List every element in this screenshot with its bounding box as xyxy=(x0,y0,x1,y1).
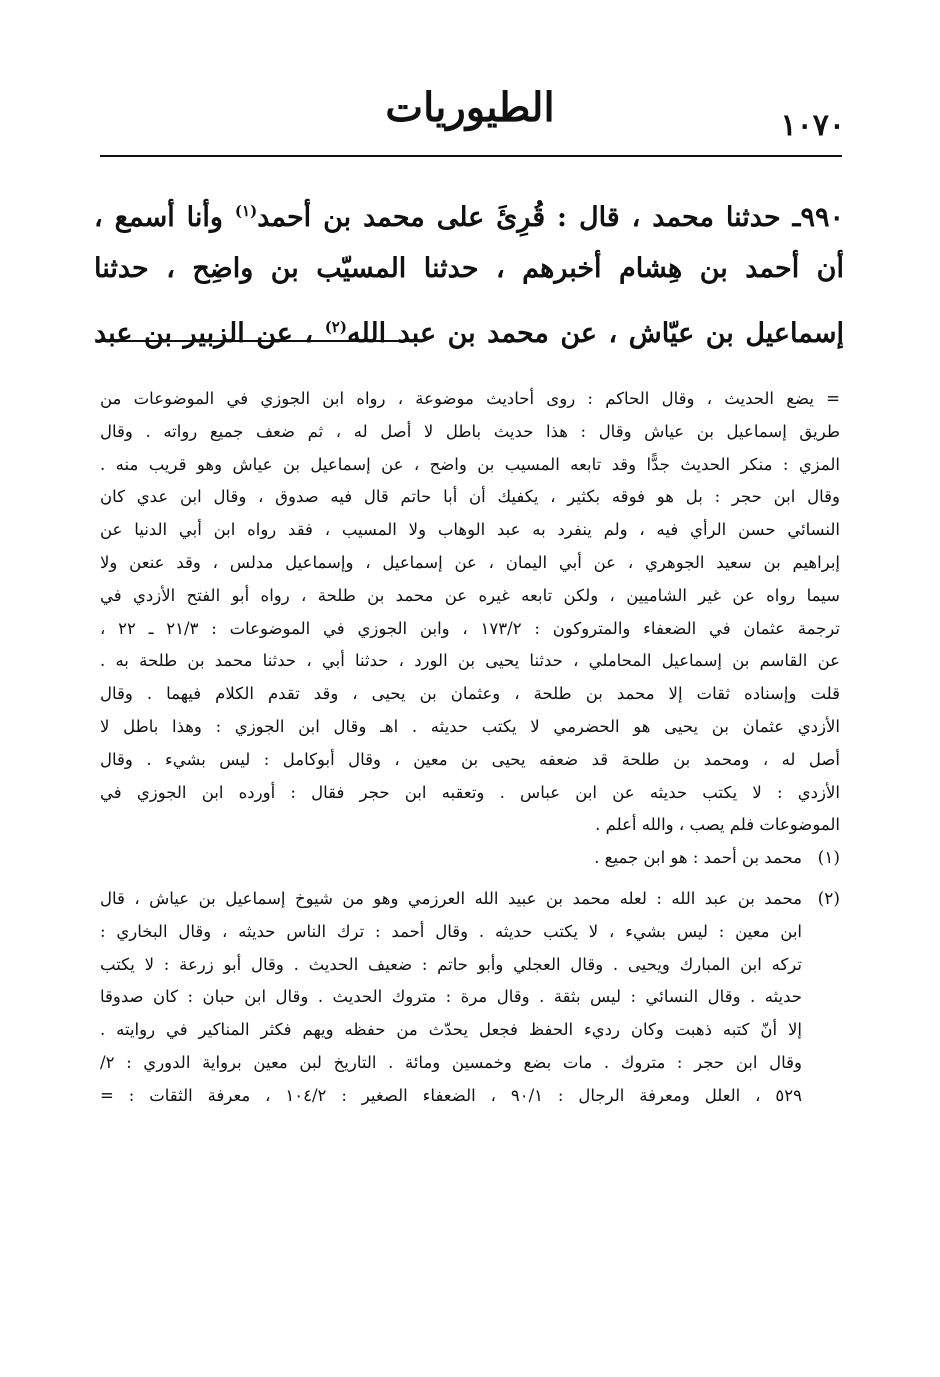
hadith-text xyxy=(94,182,844,356)
note-line: الأزدي : لا يكتب حديثه عن ابن عباس . وتعقبه ابن حجر فقال : أورده ابن الجوزي في xyxy=(100,782,840,802)
note-line: ٥٢٩ ، العلل ومعرفة الرجال : ٩٠/١ ، الضعفاء الصغير : ١٠٤/٢ ، معرفة الثقات : = xyxy=(100,1085,803,1105)
footnote-label: (٢) xyxy=(817,888,840,909)
note-line: وقال ابن حجر : متروك . مات بضع وخمسين ومائة . التاريخ لبن معين برواية الدوري : ٢/ xyxy=(100,1052,802,1072)
page-number: ١٠٧٠ xyxy=(780,108,845,143)
footnote-marker: (١) xyxy=(234,202,258,220)
footnote-body xyxy=(100,883,802,1113)
hadith-line xyxy=(94,182,844,240)
note-line: المزي : منكر الحديث جدًّا وقد تابعه المسيب بن واضح ، عن إسماعيل بن عياش وهو قريب منه . xyxy=(100,454,840,474)
footnote-body xyxy=(100,842,802,875)
hadith-line-text: وأنا أسمع ، xyxy=(94,202,223,233)
note-line: أصل له ، ومحمد بن طلحة قد ضعفه يحيى بن معين ، وقال أبوكامل : ليس بشيء . وقال xyxy=(100,749,840,769)
footnote-spacer xyxy=(100,875,840,883)
hadith-line xyxy=(94,298,844,356)
note-line: عن القاسم بن إسماعيل المحاملي ، حدثنا يحيى بن الورد ، حدثنا أبي ، حدثنا محمد بن طلحة به . xyxy=(100,651,840,671)
footnote-1 xyxy=(100,842,840,875)
note-line: ابن معين : ليس بشيء ، لا يكتب حديثه . وقال أحمد : ترك الناس حديثه ، وقال البخاري : xyxy=(100,921,802,941)
footnote-separator-rule xyxy=(100,340,420,342)
running-header-title: الطيوريات xyxy=(385,84,555,131)
note-line: حديثه . وقال النسائي : ليس بثقة . وقال مرة : متروك الحديث . وقال ابن حبان : كان صدوقا xyxy=(100,987,802,1007)
footnote-2 xyxy=(100,883,840,1113)
note-line: الأزدي عثمان بن يحيى هو الحضرمي لا يكتب حديثه . اهـ وقال ابن الجوزي : وهذا باطل لا xyxy=(100,716,840,736)
note-line: النسائي حسن الرأي فيه ، ولم ينفرد به عبد الوهاب ولا المسيب ، فقد رواه ابن أبي الدنيا عن xyxy=(100,520,840,540)
note-line: إلا أنّ كتبه ذهبت وكان رديء الحفظ فجعل يحدّث من حفظه ويهم فكثر المناكير في روايته . xyxy=(100,1020,802,1040)
note-line: طريق إسماعيل بن عياش وقال : هذا حديث باطل لا أصل له ، ثم ضعف جميع رواته . وقال xyxy=(100,421,840,441)
hadith-line-text: ٩٩٠ـ حدثنا محمد ، قال : قُرِئَ على محمد بن أحمد xyxy=(257,202,844,233)
footnote-marker: (٢) xyxy=(324,318,347,336)
continued-footnote xyxy=(100,383,840,842)
note-line: محمد بن عبد الله : لعله محمد بن عبيد الله العرزمي وهو من شيوخ إسماعيل بن عياش ، قال xyxy=(100,888,802,908)
note-line: محمد بن أحمد : هو ابن جميع . xyxy=(594,848,802,868)
note-line: = يضع الحديث ، وقال الحاكم : روى أحاديث موضوعة ، رواه ابن الجوزي في الموضوعات من xyxy=(100,389,840,408)
note-line: سيما رواه عن غير الشاميين ، ولكن تابعه غيره عن محمد بن طلحة ، رواه أبو الفتح الأزدي في xyxy=(100,585,840,605)
note-line: تركه ابن المبارك ويحيى . وقال العجلي وأبو حاتم : ضعيف الحديث . وقال أبو زرعة : لا يكتب xyxy=(100,954,802,974)
footnote-label: (١) xyxy=(817,848,840,869)
note-line: إبراهيم بن سعيد الجوهري ، عن أبي اليمان ، عن إسماعيل ، وإسماعيل مدلس ، وقد عنعن ولا xyxy=(100,552,840,572)
header-rule xyxy=(100,155,842,157)
hadith-line-text: إسماعيل بن عيّاش ، عن محمد بن عبد الله xyxy=(346,318,844,349)
note-line: ترجمة عثمان في الضعفاء والمتروكون : ١٧٣/٢ ، وابن الجوزي في الموضوعات : ٢١/٣ ـ ٢٢ ، xyxy=(100,618,841,638)
note-line: الموضوعات فلم يصب ، والله أعلم . xyxy=(595,815,840,835)
note-line: قلت وإسناده ثقات إلا محمد بن طلحة ، وعثمان بن يحيى ، وقد تقدم الكلام فيهما . وقال xyxy=(100,684,840,704)
hadith-line: أن أحمد بن هِشام أخبرهم ، حدثنا المسيّب بن واضِح ، حدثنا xyxy=(94,253,844,284)
note-line: وقال ابن حجر : بل هو فوقه بكثير ، يكفيك أن أبا حاتم قال فيه صدوق ، وقال ابن عدي كان xyxy=(100,487,840,507)
hadith-line-text: ، عن الزبير بن عبد xyxy=(94,318,314,349)
footnotes-section xyxy=(100,383,840,1113)
